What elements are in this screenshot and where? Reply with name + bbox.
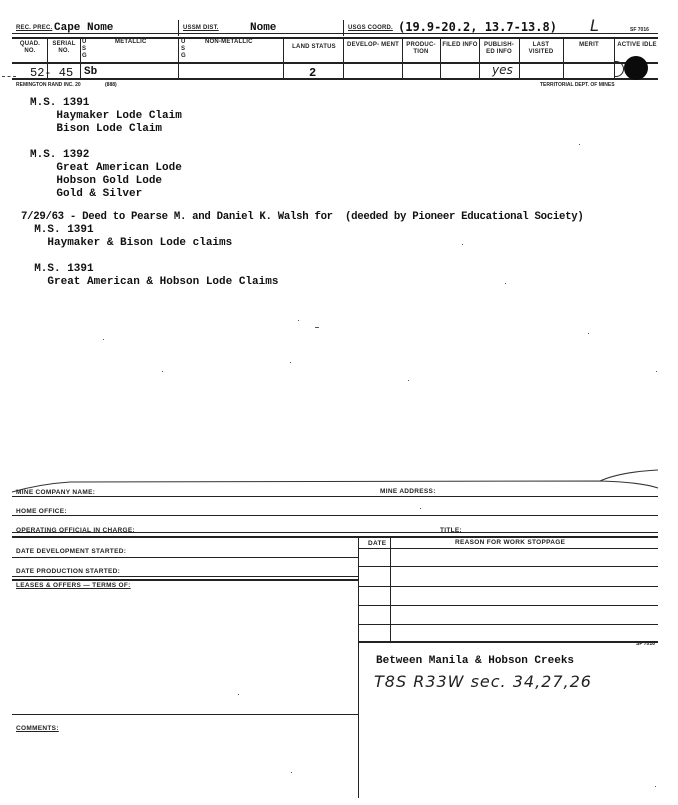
speck xyxy=(315,327,319,328)
col-serial-no: SERIAL NO. xyxy=(52,41,76,54)
note-line: M.S. 1391 xyxy=(21,263,94,275)
note-line: M.S. 1391 xyxy=(30,97,90,109)
col-s: S xyxy=(82,46,87,52)
left-edge-mark xyxy=(2,76,16,77)
usgs-coord-label: USGS COORD. xyxy=(348,25,393,31)
comments-label: COMMENTS: xyxy=(16,725,59,732)
col-quad-no: QUAD. NO. xyxy=(19,41,41,54)
note-line: M.S. 1392 xyxy=(30,149,90,161)
corner-mark: L xyxy=(590,16,599,35)
note-line: Great American & Hobson Lode Claims xyxy=(21,276,279,288)
speck xyxy=(162,371,163,372)
speck xyxy=(103,339,104,340)
note-line: Great American Lode xyxy=(30,162,182,174)
stoppage-date-label: DATE xyxy=(368,540,387,547)
rec-prec-value: Cape Nome xyxy=(54,22,114,34)
col-u-2: U xyxy=(181,39,186,45)
form-number-top: SF 7016 xyxy=(630,27,649,33)
col-filed-info: FILED INFO xyxy=(442,42,478,48)
ussm-dist-label: USSM DIST. xyxy=(183,25,219,31)
note-line: M.S. 1391 xyxy=(21,224,94,236)
speck xyxy=(238,694,239,695)
location-handwritten: T8S R33W sec. 34,27,26 xyxy=(374,672,592,691)
land-status-value: 2 xyxy=(309,66,317,80)
speck xyxy=(408,380,409,381)
note-line: Hobson Gold Lode xyxy=(30,175,163,187)
card-curl xyxy=(0,464,678,494)
col-last-visited: LAST VISITED xyxy=(528,42,554,55)
metallic-value: Sb xyxy=(84,66,98,78)
printer-code: (888) xyxy=(105,82,117,88)
department-name: TERRITORIAL DEPT. OF MINES xyxy=(540,82,615,88)
home-office-label: HOME OFFICE: xyxy=(16,508,67,515)
speck xyxy=(462,244,463,245)
col-g: G xyxy=(82,53,87,59)
usgs-coord-value: (19.9-20.2, 13.7-13.8) xyxy=(398,20,557,34)
note-line: Gold & Silver xyxy=(30,188,143,200)
col-active-idle: ACTIVE IDLE xyxy=(617,42,657,48)
date-production-label: DATE PRODUCTION STARTED: xyxy=(16,568,121,575)
note-line: Bison Lode Claim xyxy=(30,123,163,135)
active-status-dot xyxy=(624,56,648,80)
speck xyxy=(291,772,292,773)
speck xyxy=(579,144,580,145)
title-label: TITLE: xyxy=(440,527,463,534)
speck xyxy=(420,508,421,509)
printer-credit: REMINGTON RAND INC. 20 xyxy=(16,82,81,88)
mine-company-name-label: MINE COMPANY NAME: xyxy=(16,489,96,496)
form-number-bottom: SF 7016 xyxy=(636,641,655,647)
deed-line: 7/29/63 - Deed to Pearse M. and Daniel K. Walsh for (deeded by Pioneer Educational Society) xyxy=(21,211,584,223)
published-info-value: yes xyxy=(492,63,513,77)
speck xyxy=(656,371,657,372)
col-production: PRODUC- TION xyxy=(406,42,436,55)
speck xyxy=(298,320,299,321)
speck xyxy=(588,333,589,334)
location-typed: Between Manila & Hobson Creeks xyxy=(376,655,575,667)
operating-official-label: OPERATING OFFICIAL IN CHARGE: xyxy=(16,527,135,534)
col-metallic: METALLIC xyxy=(115,39,147,45)
leases-offers-label: LEASES & OFFERS — TERMS OF: xyxy=(16,582,131,589)
speck xyxy=(290,362,291,363)
note-line: Haymaker Lode Claim xyxy=(30,110,182,122)
col-nonmetallic: NON-METALLIC xyxy=(205,39,253,45)
ussm-dist-value: Nome xyxy=(250,22,277,34)
note-line: Haymaker & Bison Lode claims xyxy=(21,237,233,249)
col-u: U xyxy=(82,39,87,45)
col-development: DEVELOP- MENT xyxy=(347,42,399,48)
col-merit: MERIT xyxy=(579,42,599,48)
speck xyxy=(655,786,656,787)
col-published-info: PUBLISH- ED INFO xyxy=(484,42,514,55)
stoppage-reason-label: REASON FOR WORK STOPPAGE xyxy=(455,539,566,546)
speck xyxy=(505,283,506,284)
col-land-status: LAND STATUS xyxy=(292,44,336,50)
mine-address-label: MINE ADDRESS: xyxy=(380,488,436,495)
date-development-label: DATE DEVELOPMENT STARTED: xyxy=(16,548,127,555)
col-s-2: S xyxy=(181,46,186,52)
quad-serial-value: 52- 45 xyxy=(30,66,74,80)
rec-prec-label: REC. PREC. xyxy=(16,25,53,31)
col-g-2: G xyxy=(181,53,186,59)
